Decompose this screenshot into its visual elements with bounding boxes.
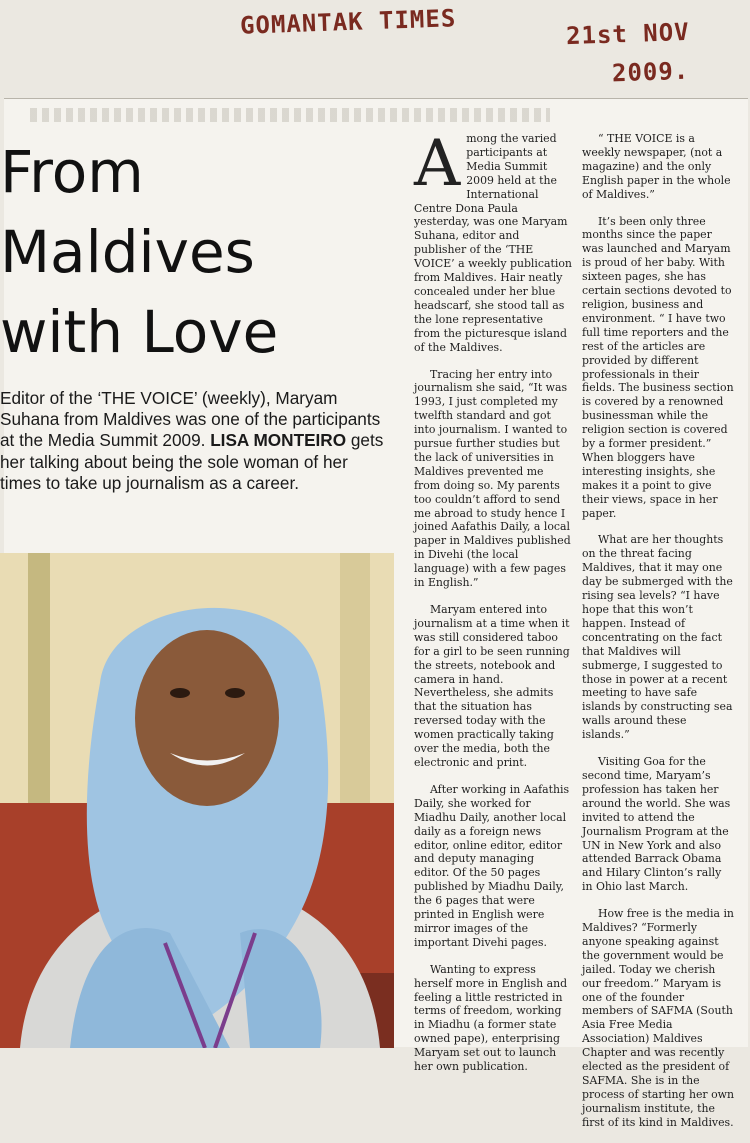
bleed-through-text: [30, 108, 550, 122]
deck: [0, 388, 390, 494]
handwritten-paper-name: GOMANTAK TIMES: [239, 4, 457, 40]
article-paragraph: What are her thoughts on the threat facing Maldives, that it may one day be submerged with the rising sea levels? “I have hope that this won’t happen. Instead of concentrating on the fact that Maldives will submerge, I suggested to those in power at a recent meeting to have safe islands by constructing sea walls around these islands.”: [582, 533, 733, 742]
headline: [0, 132, 400, 372]
article-column-1: [414, 127, 572, 1087]
article-column-2: [582, 132, 734, 1143]
author-name: LISA MONTEIRO: [210, 430, 347, 451]
deck-rest: gets her talking about being the sole woman of her times to take up journalism as a career.: [0, 430, 384, 493]
headline-line1: From: [0, 138, 144, 206]
headline-line3: with Love: [0, 298, 279, 366]
article-paragraph: “ THE VOICE is a weekly newspaper, (not a magazine) and the only English paper in the whole of Maldives.”: [582, 132, 731, 201]
handwritten-date-line2: 2009.: [611, 56, 690, 88]
portrait-illustration: [0, 553, 394, 1048]
article-paragraph: Tracing her entry into journalism she said, “It was 1993, I just completed my twelfth standard and got into journalism. I wanted to pursue further studies but the lack of universities in Maldives prevented me from doing so. My parents too couldn’t afford to send me abroad to study hence I joined Aafathis Daily, a local paper in Maldives published in Divehi (the local language) with a few pages in English.”: [414, 367, 571, 590]
headline-line2: Maldives: [0, 218, 255, 286]
drop-cap: A: [414, 127, 461, 201]
article-paragraph: Among the varied participants at Media Summit 2009 held at the International Centre Dona Paula yesterday, was one Maryam Suhana, editor and publisher of the ‘THE VOICE’ a weekly publication from Maldives. Hair neatly concealed under her blue headscarf, she stood tall as the lone representative from the picturesque island of the Maldives.: [414, 127, 572, 354]
portrait-photo: [0, 553, 394, 1048]
article-paragraph: Maryam entered into journalism at a time when it was still considered taboo for a girl to be seen running the streets, notebook and camera in hand. Nevertheless, she admits that the situation has reversed today with the women practically taking over the media, both the electronic and print.: [414, 603, 570, 769]
article-paragraph: Wanting to express herself more in English and feeling a little restricted in terms of freedom, working in Miadhu (a former state owned pape), enterprising Maryam set out to launch her own publication.: [414, 962, 568, 1074]
deck-intro: Editor of the ‘THE VOICE’ (weekly), Maryam Suhana from Maldives was one of the participants at the Media Summit 2009.: [0, 388, 381, 451]
article-paragraph: How free is the media in Maldives? “Formerly anyone speaking against the government would be jailed. Today we cherish our freedom.” Maryam is one of the founder members of SAFMA (South Asia Free Media Association) Maldives Chapter and was recently elected as the president of SAFMA. She is in the process of starting her own journalism institute, the first of its kind in Maldives.: [582, 907, 734, 1129]
article-paragraph: After working in Aafathis Daily, she worked for Miadhu Daily, another local daily as a foreign news editor, online editor, editor and deputy managing editor. Of the 50 pages published by Miadhu Daily, the 6 pages that were printed in English were mirror images of the important Divehi pages.: [414, 782, 570, 949]
article-paragraph: Visiting Goa for the second time, Maryam’s profession has taken her around the world. She was invited to attend the Journalism Program at the UN in New York and also attended Barrack Obama and Hilary Clinton’s rally in Ohio last March.: [582, 755, 731, 894]
article-paragraph: It’s been only three months since the paper was launched and Maryam is proud of her baby. With sixteen pages, she has certain sections devoted to religion, business and environment. “ I have two full time reporters and the rest of the articles are provided by different professionals in their fields. The business section is covered by a renowned businessman while the religion section is covered by a former president.” When bloggers have interesting insights, she makes it a point to give their views, space in her paper.: [582, 214, 734, 520]
handwritten-date-line1: 21st NOV: [565, 17, 691, 51]
